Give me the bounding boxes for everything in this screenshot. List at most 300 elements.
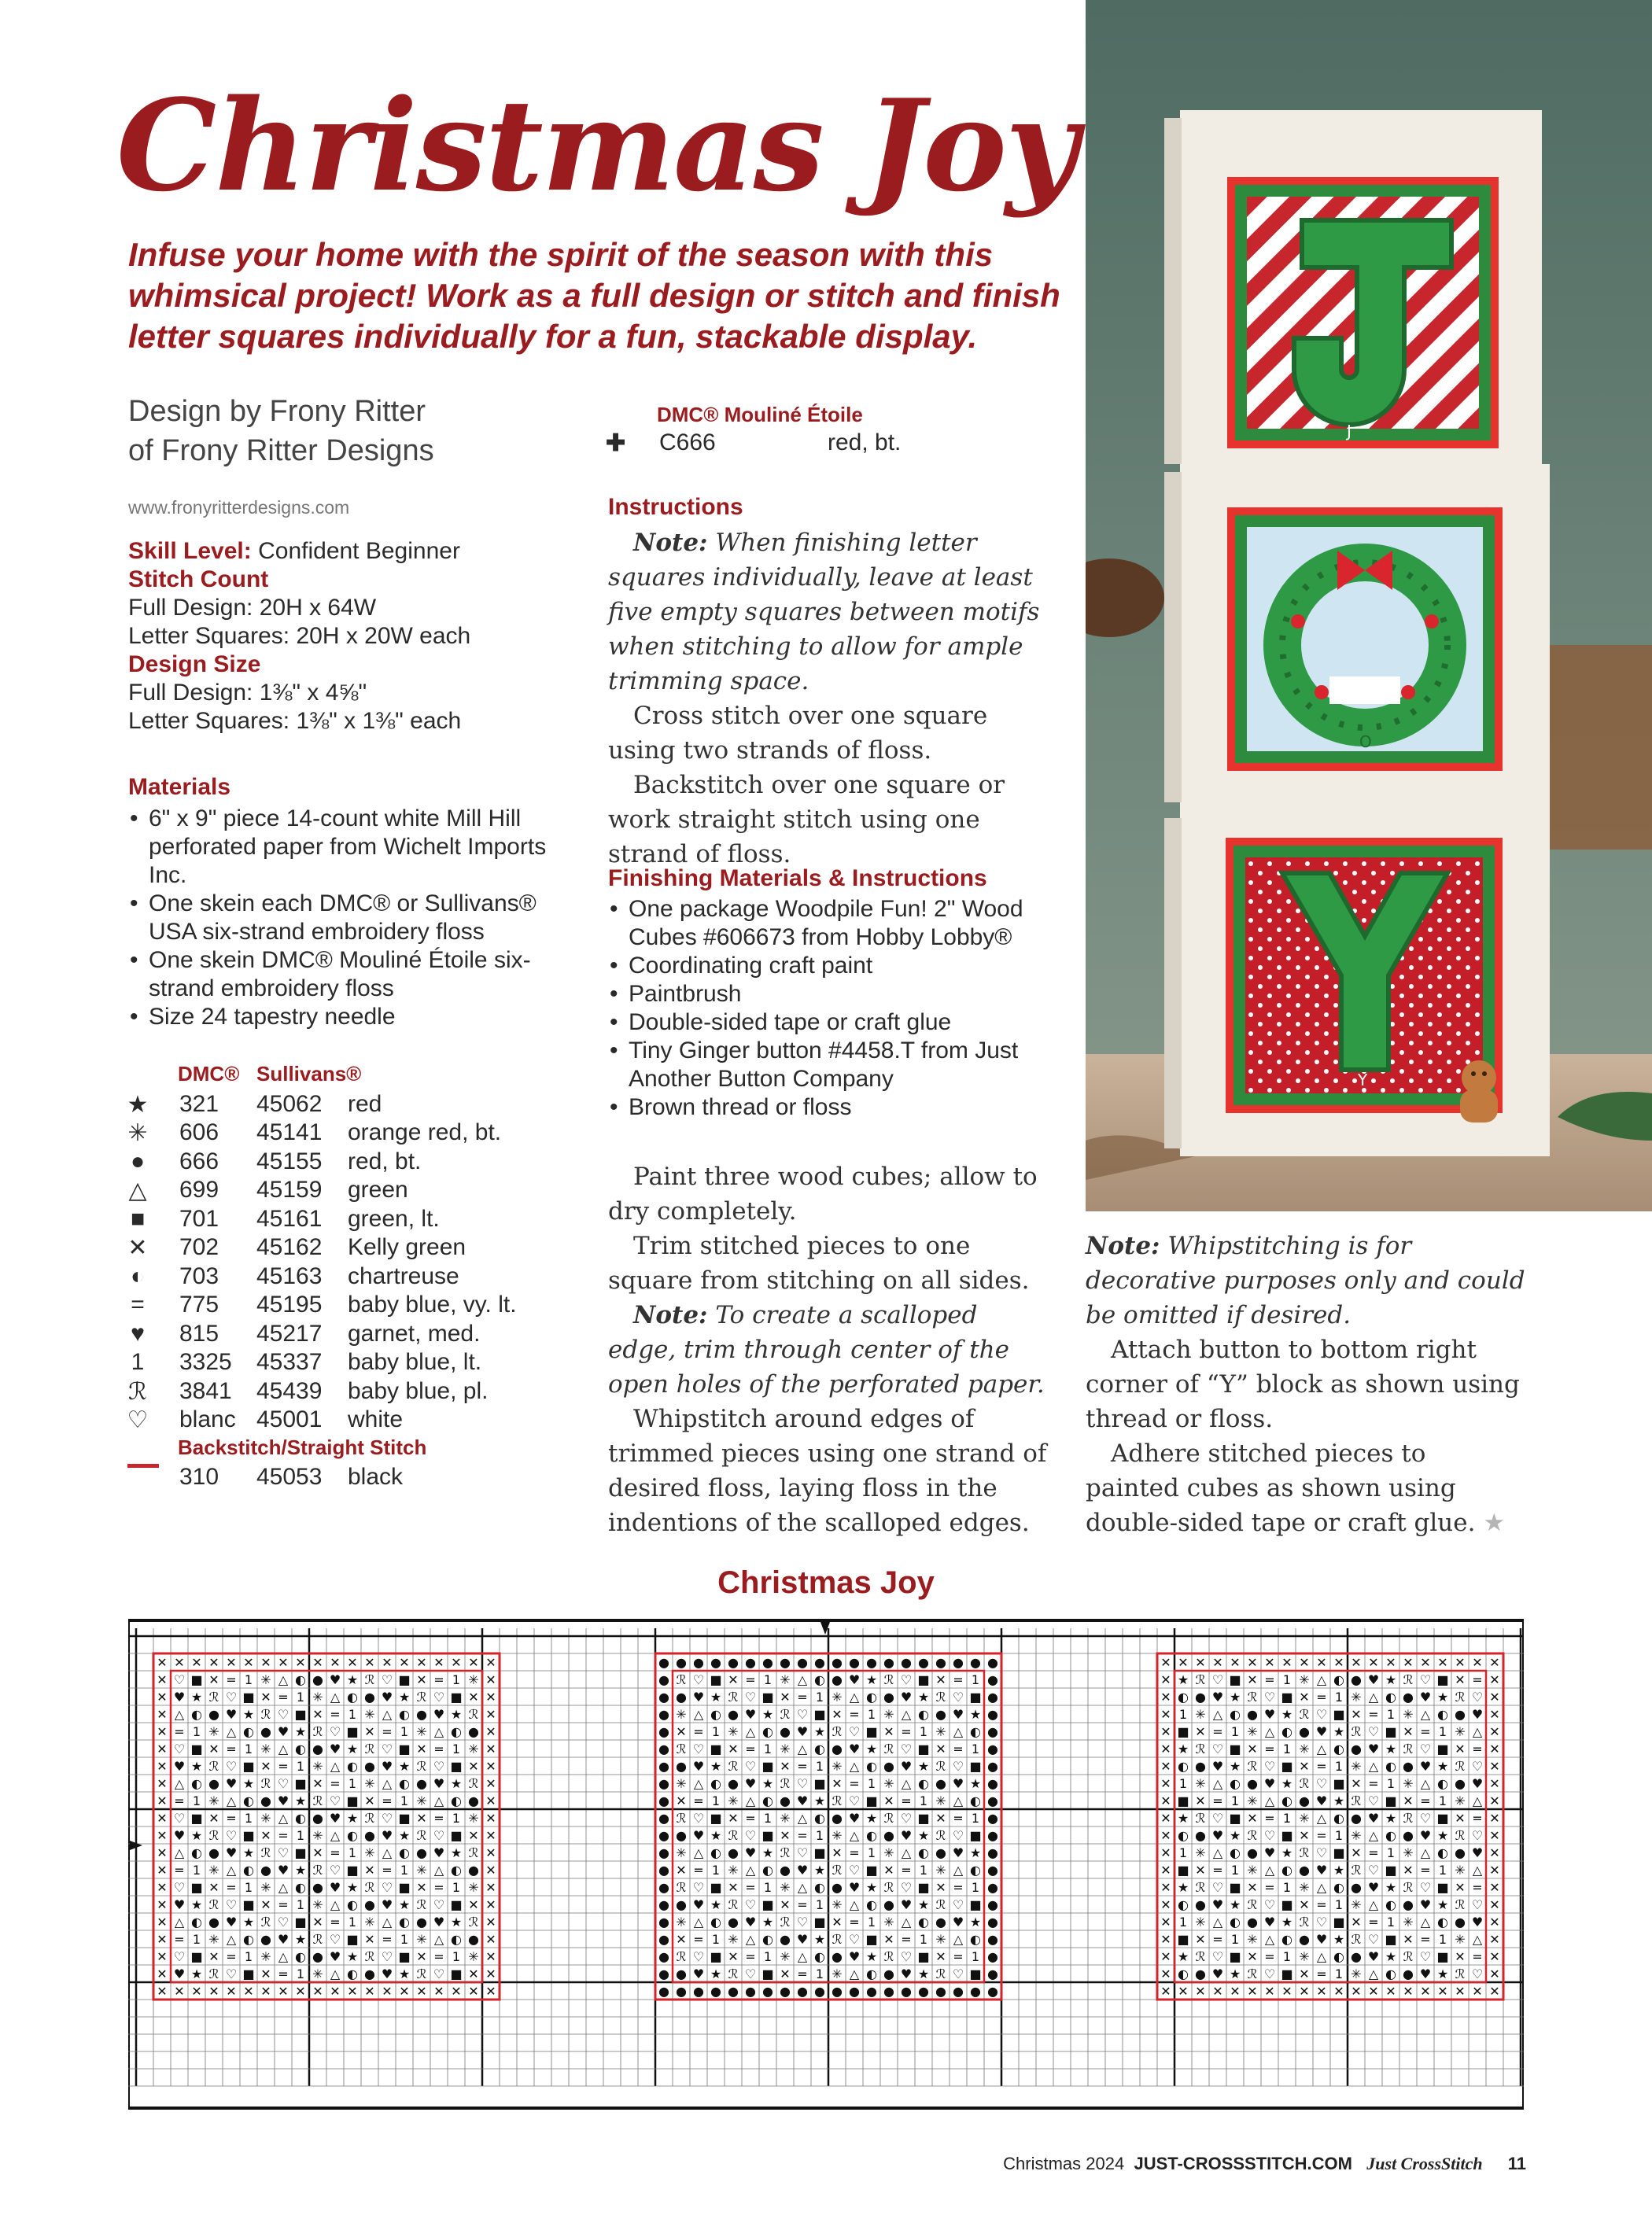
chart-stitch-symbol: = [433,1949,444,1965]
chart-stitch-symbol: ℛ [260,1845,271,1861]
chart-stitch-symbol: ✕ [157,1984,168,2000]
chart-stitch-symbol: ● [364,1828,375,1844]
chart-stitch-symbol: ✳ [728,1863,739,1878]
chart-stitch-symbol: ℛ [1299,1845,1310,1861]
chart-stitch-symbol: ✕ [935,1672,946,1688]
chart-stitch-symbol: ♡ [1315,1915,1328,1930]
chart-stitch-symbol: △ [1420,1707,1431,1723]
chart-stitch-symbol: ■ [294,1915,307,1930]
chart-stitch-symbol: = [797,1759,808,1775]
chart-stitch-symbol: ✕ [780,1897,791,1913]
chart-stitch-symbol: ✕ [174,1655,185,1671]
chart-stitch-symbol: △ [382,1776,393,1792]
chart-stitch-symbol: ◐ [347,1897,358,1913]
chart-stitch-symbol: ✳ [1247,1932,1258,1948]
chart-stitch-symbol: ● [658,1724,669,1740]
chart-stitch-symbol: △ [1472,1863,1483,1878]
chart-stitch-symbol: = [1212,1793,1223,1809]
chart-stitch-symbol: ✕ [1351,1655,1362,1671]
chart-stitch-symbol: ✕ [935,1949,946,1965]
sullivans-code: 45162 [256,1234,323,1260]
chart-stitch-symbol: ● [658,1880,669,1896]
chart-stitch-symbol: ℛ [883,1672,894,1688]
chart-stitch-symbol: ● [676,1897,687,1913]
chart-stitch-symbol: ◐ [1385,1897,1396,1913]
chart-stitch-symbol: ✳ [208,1932,219,1948]
chart-stitch-symbol: ✕ [728,1949,739,1965]
chart-stitch-symbol: ● [849,1984,860,2000]
chart-stitch-symbol: △ [226,1793,237,1809]
chart-stitch-symbol: ♥ [433,1707,445,1723]
chart-stitch-symbol: ♡ [1211,1672,1224,1688]
chart-stitch-symbol: ■ [969,1967,982,1982]
chart-stitch-symbol: ✕ [1489,1793,1500,1809]
chart-stitch-symbol: ■ [242,1828,255,1844]
chart-stitch-symbol: ♥ [173,1759,186,1775]
chart-stitch-symbol: △ [901,1915,912,1930]
chart-stitch-symbol: ℛ [416,1828,427,1844]
chart-stitch-symbol: ℛ [1455,1759,1466,1775]
chart-stitch-symbol: ✕ [1489,1880,1500,1896]
chart-stitch-symbol: ♥ [796,1793,809,1809]
sullivans-code: 45001 [256,1406,323,1432]
chart-stitch-symbol: 1 [400,1932,409,1948]
chart-stitch-symbol: ✕ [1299,1967,1310,1982]
chart-stitch-symbol: ♥ [900,1897,913,1913]
chart-stitch-symbol: ★ [917,1967,930,1982]
chart-stitch-symbol: 1 [244,1949,253,1965]
chart-stitch-symbol: 1 [1178,1845,1188,1861]
chart-stitch-symbol: 1 [1334,1759,1344,1775]
color-name: chartreuse [348,1262,459,1289]
chart-stitch-symbol: ✕ [1160,1880,1171,1896]
chart-stitch-symbol: ♡ [1315,1845,1328,1861]
chart-stitch-symbol: ✳ [260,1949,271,1965]
chart-stitch-symbol: = [174,1932,185,1948]
chart-stitch-symbol: ℛ [364,1949,375,1965]
chart-stitch-symbol: ℛ [468,1707,479,1723]
chart-stitch-symbol: 1 [763,1880,773,1896]
chart-stitch-symbol: ℛ [676,1949,687,1965]
instructions-p1: Cross stitch over one square using two strands of floss. [608,702,988,765]
chart-stitch-symbol: ◐ [710,1915,721,1930]
chart-stitch-symbol: ★ [398,1967,411,1982]
chart-stitch-symbol: ✕ [382,1984,393,2000]
chart-stitch-symbol: ✕ [1403,1655,1414,1671]
finishing-body [608,1159,1049,1540]
chart-stitch-symbol: ✳ [260,1811,271,1826]
chart-stitch-symbol: ♥ [1419,1967,1432,1982]
chart-stitch-symbol: ✳ [312,1967,323,1982]
chart-stitch-symbol: ✕ [1160,1915,1171,1930]
chart-stitch-symbol: ● [1247,1845,1258,1861]
chart-stitch-symbol: = [330,1845,341,1861]
chart-stitch-symbol: ● [676,1828,687,1844]
chart-stitch-symbol: ♥ [173,1828,186,1844]
chart-stitch-symbol: ✕ [364,1655,375,1671]
chart-stitch-symbol: ★ [969,1915,982,1930]
chart-stitch-symbol: 1 [1386,1915,1396,1930]
chart-stitch-symbol: = [693,1724,704,1740]
chart-stitch-symbol: = [797,1967,808,1982]
chart-stitch-symbol: ● [312,1811,323,1826]
chart-stitch-symbol: ★ [813,1932,826,1948]
chart-stitch-symbol: ✳ [676,1845,687,1861]
chart-stitch-symbol: ♡ [692,1672,705,1688]
chart-stitch-symbol: ♡ [952,1759,964,1775]
chart-stitch-symbol: ● [780,1932,791,1948]
chart-stitch-symbol: ℛ [1299,1707,1310,1723]
chart-stitch-symbol: ✕ [832,1707,843,1723]
chart-stitch-symbol: ♡ [1419,1672,1432,1688]
chart-stitch-symbol: ♡ [692,1811,705,1826]
chart-stitch-symbol: △ [330,1967,341,1982]
chart-stitch-symbol: = [1420,1932,1431,1948]
chart-stitch-symbol: ✕ [364,1932,375,1948]
chart-stitch-symbol: ℛ [676,1880,687,1896]
chart-stitch-symbol: ★ [710,1828,722,1844]
chart-stitch-symbol: ♡ [433,1690,445,1705]
chart-stitch-symbol: ★ [190,1690,203,1705]
chart-stitch-symbol: ✳ [935,1724,946,1740]
chart-stitch-symbol: ● [987,1932,998,1948]
chart-stitch-symbol: = [745,1742,756,1757]
chart-stitch-symbol: ✕ [157,1863,168,1878]
chart-stitch-symbol: ◐ [451,1932,462,1948]
chart-stitch-symbol: ● [658,1845,669,1861]
chart-stitch-symbol: ★ [294,1793,307,1809]
chart-stitch-symbol: ● [987,1845,998,1861]
chart-stitch-symbol: ◐ [814,1949,825,1965]
chart-stitch-symbol: ℛ [364,1811,375,1826]
chart-stitch-symbol: ✕ [1489,1932,1500,1948]
chart-stitch-symbol: ✳ [1299,1811,1310,1826]
chart-stitch-symbol: ♥ [225,1707,238,1723]
chart-stitch-symbol: ℛ [832,1863,843,1878]
chart-stitch-symbol: ★ [710,1897,722,1913]
chart-stitch-symbol: ✕ [1230,1984,1241,2000]
footer-magazine: Just CrossStitch [1366,2154,1483,2173]
chart-stitch-symbol: ♡ [1367,1793,1380,1809]
chart-stitch-symbol: ♡ [692,1880,705,1896]
chart-stitch-symbol: ♡ [900,1811,913,1826]
chart-stitch-symbol: ● [658,1655,669,1671]
chart-stitch-symbol: ● [658,1863,669,1878]
chart-stitch-symbol: ℛ [1455,1967,1466,1982]
chart-stitch-symbol: ◐ [1333,1672,1344,1688]
chart-stitch-symbol: ♡ [329,1724,341,1740]
chart-stitch-symbol: ✕ [1160,1793,1171,1809]
chart-stitch-symbol: ■ [813,1707,826,1723]
chart-stitch-symbol: ♡ [848,1724,861,1740]
chart-stitch-symbol: ℛ [883,1811,894,1826]
chart-stitch-symbol: ♥ [381,1690,393,1705]
finishing-note: Note: To create a scalloped edge, trim through center of the open holes of the perforated paper. [608,1301,1045,1399]
chart-stitch-symbol: ★ [294,1724,307,1740]
chart-stitch-symbol: ✳ [935,1793,946,1809]
chart-stitch-symbol: ✕ [780,1828,791,1844]
chart-stitch-symbol: ■ [1385,1724,1397,1740]
chart-stitch-symbol: ℛ [1403,1811,1414,1826]
chart-stitch-symbol: ● [970,1984,981,2000]
chart-stitch-symbol: ℛ [676,1811,687,1826]
chart-stitch-symbol: = [953,1742,964,1757]
chart-stitch-symbol: ✕ [1299,1984,1310,2000]
chart-stitch-symbol: ✕ [157,1742,168,1757]
chart-stitch-symbol: ✕ [485,1949,496,1965]
chart-stitch-symbol: ℛ [1247,1897,1258,1913]
chart-stitch-symbol: ✕ [1299,1828,1310,1844]
chart-stitch-symbol: ✕ [1351,1845,1362,1861]
chart-stitch-symbol: ◐ [295,1949,306,1965]
chart-stitch-symbol: ✕ [1178,1984,1189,2000]
cube-j [1164,110,1542,464]
chart-stitch-symbol: ♥ [1471,1776,1484,1792]
chart-stitch-symbol: ✕ [1489,1897,1500,1913]
chart-stitch-symbol: ℛ [1247,1967,1258,1982]
svg-text:O: O [1359,732,1372,751]
chart-stitch-symbol: ● [1299,1793,1310,1809]
chart-stitch-symbol: ♥ [1211,1967,1224,1982]
chart-stitch-symbol: ✕ [1316,1984,1327,2000]
chart-stitch-symbol: △ [1420,1845,1431,1861]
chart-stitch-symbol: ♥ [796,1863,809,1878]
chart-stitch-symbol: 1 [452,1672,461,1688]
chart-stitch-symbol: ♥ [1315,1724,1328,1740]
instructions-note: Note: When finishing letter squares individually, leave at least five empty squares between motifs when stitching to allow for ample trimming space. [608,529,1040,695]
chart-stitch-symbol: 1 [763,1672,773,1688]
chart-stitch-symbol: ● [866,1655,877,1671]
etoile-heading: DMC® Mouliné Étoile [657,403,863,426]
cube-o [1164,464,1550,810]
chart-stitch-symbol: = [382,1863,393,1878]
chart-stitch-symbol: ● [658,1915,669,1930]
chart-stitch-symbol: ♥ [329,1672,341,1688]
chart-stitch-symbol: ✳ [1403,1776,1414,1792]
chart-stitch-symbol: ★ [917,1759,930,1775]
chart-stitch-symbol: = [278,1897,289,1913]
chart-stitch-symbol: 1 [400,1724,409,1740]
chart-stitch-symbol: ✳ [832,1897,843,1913]
chart-stitch-symbol: △ [1368,1759,1379,1775]
chart-stitch-symbol: ✕ [1403,1932,1414,1948]
chart-stitch-symbol: ♡ [900,1672,913,1688]
footer-site[interactable]: JUST-CROSSSTITCH.COM [1134,2154,1352,2173]
chart-stitch-symbol: ✕ [1368,1984,1379,2000]
chart-stitch-symbol: ● [468,1793,479,1809]
designer-website[interactable]: www.fronyritterdesigns.com [128,497,350,518]
chart-stitch-symbol: ♥ [277,1724,289,1740]
chart-stitch-symbol: ■ [1436,1811,1449,1826]
chart-stitch-symbol: ℛ [1455,1690,1466,1705]
chart-stitch-symbol: ✕ [1455,1655,1466,1671]
finishing-p1: Paint three wood cubes; allow to dry completely. [608,1163,1038,1226]
chart-stitch-symbol: ℛ [1247,1759,1258,1775]
chart-stitch-symbol: ◐ [295,1742,306,1757]
chart-stitch-symbol: ♡ [744,1690,757,1705]
chart-stitch-symbol: ★ [1177,1949,1189,1965]
chart-stitch-symbol: ✳ [780,1672,791,1688]
chart-stitch-symbol: ● [797,1984,808,2000]
chart-stitch-symbol: ✳ [364,1776,375,1792]
chart-stitch-symbol: ✕ [1264,1984,1275,2000]
chart-stitch-symbol: ■ [398,1742,411,1757]
chart-stitch-symbol: ◐ [1281,1793,1292,1809]
chart-stitch-symbol: ★ [1229,1690,1241,1705]
chart-stitch-symbol: ◐ [814,1811,825,1826]
chart-stitch-symbol: △ [953,1793,964,1809]
chart-stitch-symbol: ✕ [312,1915,323,1930]
chart-stitch-symbol: △ [745,1932,756,1948]
chart-stitch-symbol: ✕ [1281,1655,1292,1671]
chart-stitch-symbol: ★ [1333,1863,1345,1878]
chart-stitch-symbol: ✕ [1160,1707,1171,1723]
chart-stitch-symbol: ✳ [416,1724,427,1740]
chart-stitch-symbol: ♡ [1471,1897,1484,1913]
chart-stitch-symbol: ✕ [1333,1655,1344,1671]
chart-stitch-symbol: ✳ [416,1793,427,1809]
chart-stitch-symbol: = [174,1793,185,1809]
chart-stitch-symbol: = [849,1915,860,1930]
chart-stitch-symbol: ● [780,1984,791,2000]
chart-stitch-symbol: ✕ [832,1845,843,1861]
chart-stitch-symbol: ✕ [226,1655,237,1671]
chart-stitch-symbol: ✳ [1351,1897,1362,1913]
chart-stitch-symbol: 1 [296,1967,305,1982]
chart-stitch-symbol: ✳ [312,1828,323,1844]
chart-stitch-symbol: ✳ [1351,1690,1362,1705]
chart-stitch-symbol: ✕ [1247,1949,1258,1965]
chart-stitch-symbol: ✕ [1247,1672,1258,1688]
chart-stitch-symbol: ✳ [1351,1759,1362,1775]
list-item: • One skein each DMC® or Sullivans® USA six-strand embroidery floss [128,890,569,946]
finishing-p2: Trim stitched pieces to one square from stitching on all sides. [608,1232,1030,1295]
stitch-chart [128,1613,1524,2120]
chart-stitch-symbol: ℛ [416,1690,427,1705]
chart-stitch-symbol: ■ [865,1793,878,1809]
chart-stitch-symbol: △ [174,1845,185,1861]
chart-stitch-symbol: ✳ [364,1845,375,1861]
chart-stitch-symbol: ♡ [1419,1811,1432,1826]
chart-stitch-symbol: ℛ [364,1742,375,1757]
chart-stitch-symbol: ■ [710,1672,722,1688]
chart-stitch-symbol: ✕ [485,1845,496,1861]
chart-stitch-symbol: ✕ [157,1672,168,1688]
chart-stitch-symbol: 1 [348,1845,357,1861]
chart-stitch-symbol: ★ [450,1776,463,1792]
chart-stitch-symbol: ● [987,1949,998,1965]
chart-stitch-symbol: 1 [348,1915,357,1930]
chart-stitch-symbol: ◐ [347,1759,358,1775]
chart-stitch-symbol: ♥ [1367,1880,1380,1896]
chart-stitch-symbol: ✕ [1160,1949,1171,1965]
chart-stitch-symbol: ♥ [848,1742,861,1757]
chart-stitch-symbol: 1 [296,1828,305,1844]
chart-stitch-symbol: ★ [242,1776,255,1792]
chart-stitch-symbol: ✳ [416,1863,427,1878]
designer-line-1: Design by Frony Ritter [128,395,426,428]
chart-stitch-symbol: ● [1351,1672,1362,1688]
chart-stitch-symbol: ● [710,1984,721,2000]
chart-stitch-symbol: ★ [969,1707,982,1723]
chart-stitch-symbol: ✕ [485,1776,496,1792]
chart-stitch-symbol: 1 [1178,1707,1188,1723]
chart-stitch-symbol: ✕ [485,1742,496,1757]
chart-stitch-symbol: ℛ [1247,1690,1258,1705]
chart-stitch-symbol: ✕ [191,1984,202,2000]
chart-stitch-symbol: ★ [710,1690,722,1705]
chart-stitch-symbol: ✕ [485,1967,496,1982]
chart-stitch-symbol: ■ [917,1811,930,1826]
chart-stitch-symbol: ● [935,1915,946,1930]
chart-stitch-symbol: ■ [969,1828,982,1844]
floss-symbol-icon: 1 [131,1349,145,1375]
chart-stitch-symbol: = [901,1724,912,1740]
chart-stitch-symbol: ■ [242,1690,255,1705]
chart-stitch-symbol: = [1212,1724,1223,1740]
project-photo [1086,0,1652,1211]
chart-stitch-symbol: ♥ [225,1845,238,1861]
chart-stitch-symbol: ✳ [364,1707,375,1723]
chart-stitch-symbol: = [1316,1828,1327,1844]
chart-stitch-symbol: ✕ [1264,1655,1275,1671]
chart-stitch-symbol: = [693,1863,704,1878]
chart-stitch-symbol: ● [260,1932,271,1948]
chart-stitch-symbol: ♡ [692,1949,705,1965]
chart-stitch-symbol: ★ [190,1967,203,1982]
chart-stitch-symbol: △ [382,1707,393,1723]
chart-stitch-symbol: ✕ [1212,1984,1223,2000]
chart-stitch-symbol: ♡ [329,1863,341,1878]
chart-stitch-symbol: ✕ [1160,1932,1171,1948]
chart-stitch-symbol: ● [987,1776,998,1792]
chart-stitch-symbol: = [1420,1863,1431,1878]
chart-stitch-symbol: 1 [867,1707,876,1723]
chart-stitch-symbol: ℛ [780,1776,791,1792]
chart-stitch-symbol: △ [901,1845,912,1861]
chart-stitch-symbol: ■ [761,1759,774,1775]
chart-stitch-symbol: ◐ [1281,1724,1292,1740]
chart-stitch-symbol: ✕ [485,1880,496,1896]
intro-paragraph: Infuse your home with the spirit of the season with this whimsical project! Work as a full design or stitch and finish letter squares individually for a fun, stackable display. [128,236,1060,355]
chart-stitch-symbol: ♥ [1419,1690,1432,1705]
chart-stitch-symbol: ● [987,1672,998,1688]
chart-stitch-symbol: ● [468,1863,479,1878]
chart-stitch-symbol: ● [312,1880,323,1896]
chart-stitch-symbol: ✕ [157,1828,168,1844]
chart-stitch-symbol: ✳ [468,1811,479,1826]
chart-stitch-symbol: ✕ [485,1690,496,1705]
chart-stitch-symbol: △ [849,1690,860,1705]
chart-stitch-symbol: ■ [398,1880,411,1896]
chart-stitch-symbol: 1 [971,1811,980,1826]
chart-stitch-symbol: ♥ [173,1967,186,1982]
chart-stitch-symbol: ✕ [780,1967,791,1982]
chart-stitch-symbol: ✕ [243,1984,254,2000]
chart-stitch-symbol: ✕ [485,1897,496,1913]
chart-stitch-symbol: ■ [969,1690,982,1705]
chart-stitch-symbol: ✕ [1489,1828,1500,1844]
chart-stitch-symbol: ● [208,1707,219,1723]
chart-stitch-symbol: ■ [190,1672,203,1688]
chart-stitch-symbol: △ [1264,1863,1275,1878]
chart-stitch-symbol: ● [710,1655,721,1671]
chart-stitch-symbol: ✕ [468,1828,479,1844]
chart-stitch-symbol: ◐ [191,1707,202,1723]
chart-stitch-symbol: △ [433,1793,444,1809]
chart-stitch-symbol: ★ [1385,1742,1397,1757]
chart-stitch-symbol: ✕ [399,1655,410,1671]
